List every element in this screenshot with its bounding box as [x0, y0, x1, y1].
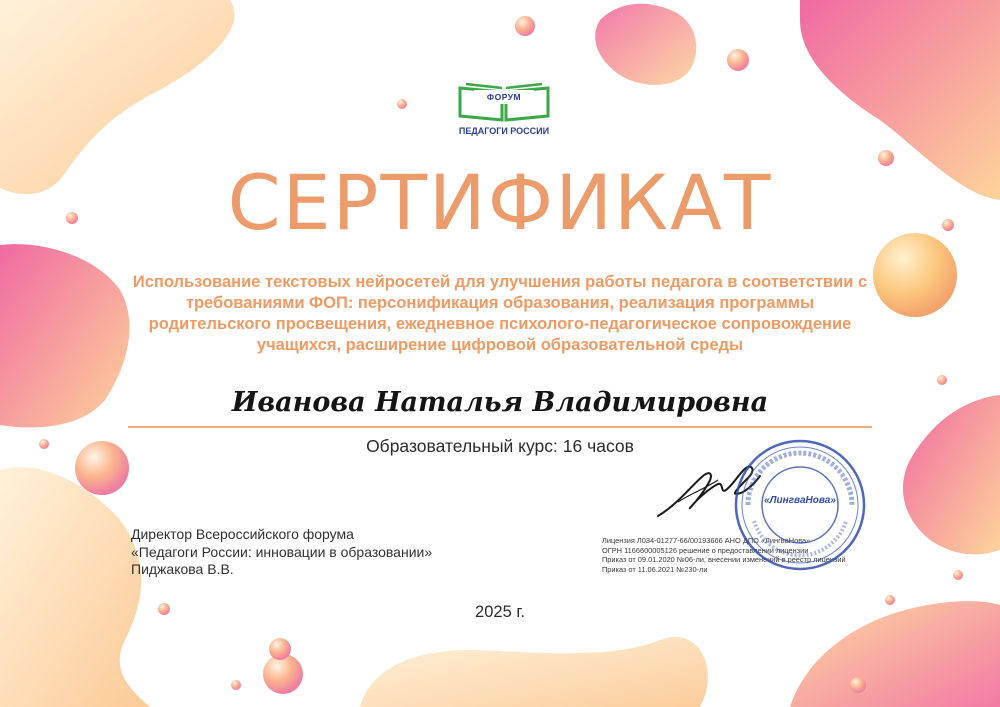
- blob-top-center: [595, 4, 696, 85]
- license-line: Приказ от 09.01.2020 №06-ли, внесении изменений в реестр лицензий: [602, 555, 846, 565]
- license-line: ОГРН 1166600005126 решение о предоставлении лицензии: [602, 545, 809, 555]
- forum-logo: [452, 80, 556, 142]
- recipient-name: Иванова Наталья Владимировна: [231, 387, 769, 418]
- director-block: [131, 526, 531, 579]
- blob-bottom-center: [360, 637, 708, 707]
- director-forum: «Педагоги России: инновации в образовании»: [131, 543, 433, 560]
- blob-right: [903, 395, 1000, 554]
- blob-left: [0, 244, 129, 427]
- book-logo-icon: [452, 80, 556, 124]
- blob-bottom-right: [790, 601, 1000, 707]
- director-name: Пиджакова В.В.: [131, 561, 234, 577]
- stamp-org-name: «ЛингваНова»: [764, 495, 836, 506]
- certificate-year: 2025 г.: [475, 603, 525, 621]
- license-line: Лицензия Л034-01277-66/00193666 АНО ДПО «ЛингваНова»: [602, 536, 811, 545]
- course-hours: Образовательный курс: 16 часов: [366, 436, 634, 456]
- license-line: Приказ от 11.06.2021 №230-ли: [602, 564, 708, 574]
- official-stamp: [730, 435, 870, 575]
- blob-bottom-left: [0, 467, 150, 707]
- logo-subtitle: ПЕДАГОГИ РОССИИ: [458, 126, 550, 136]
- director-title: Директор Всероссийского форума: [131, 526, 354, 542]
- name-underline: [128, 426, 872, 428]
- course-topic: Использование текстовых нейросетей для улучшения работы педагога в соответствии с требованиями ФОП: персонификация образования, реализация программы родительского просвещения, ежедневное психолого-педагогическое сопровождение учащихся, расширение цифровой образовательной среды: [132, 273, 868, 354]
- certificate-title: СЕРТИФИКАТ: [227, 158, 773, 247]
- logo-forum-text: ФОРУМ: [486, 92, 522, 102]
